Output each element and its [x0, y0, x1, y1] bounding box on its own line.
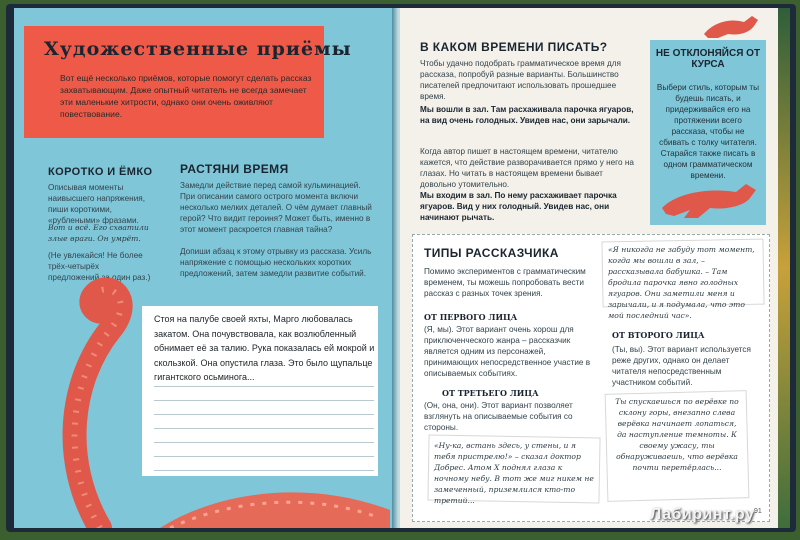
- jaguar-illustration: [660, 178, 762, 220]
- writing-line[interactable]: [154, 386, 374, 387]
- tense-text: Чтобы удачно подобрать грамматическое время для рассказа, попробуй разные варианты. Большинство писателей предпочитают использовать прошедшее время.: [420, 59, 621, 101]
- writing-line[interactable]: [154, 456, 374, 457]
- tense-example-past: Мы вошли в зал. Там расхаживала парочка ягуаров, на вид очень голодных. Увидев нас, они зарычали.: [420, 105, 634, 125]
- tense-text-present: Когда автор пишет в настоящем времени, читателю кажется, что действие разворачивается прямо у него на глазах. Но читать в настоящем времени бывает довольно утомительно.: [420, 147, 634, 189]
- writing-line[interactable]: [154, 442, 374, 443]
- third-person-quote: «Ну-ка, встань здесь, у стены, и я тебя пристрелю!» – сказал доктор Добрес. Атом Х поднял глаза к ночному небу. В тот же миг никем не замеченный, приземлился кто-то третий...: [434, 441, 594, 505]
- tense-heading: В КАКОМ ВРЕМЕНИ ПИСАТЬ?: [420, 40, 608, 54]
- tentacle-base-illustration: [160, 470, 390, 528]
- tab-heading: НЕ ОТКЛОНЯЙСЯ ОТ КУРСА: [655, 48, 761, 70]
- watermark-logo: Лабиринт.ру: [650, 506, 755, 523]
- short-text: Описывая моменты наивысшего напряжения, пиши короткими, «рублеными» фразами.: [48, 183, 145, 225]
- first-person-text: (Я, мы). Этот вариант очень хорош для приключенческого жанра – рассказчик является одним из персонажей, принимающих непосредственное участие в описываемых событиях.: [424, 325, 591, 378]
- third-person-text: (Он, она, они). Этот вариант позволяет взглянуть на описываемые события со стороны.: [424, 401, 573, 432]
- short-heading: КОРОТКО И ЁМКО: [48, 166, 153, 178]
- page-number: 91: [754, 508, 762, 515]
- writing-line[interactable]: [154, 400, 374, 401]
- narrator-intro: Помимо экспериментов с грамматическим временем, ты можешь попробовать вести рассказ с разных точек зрения.: [424, 267, 586, 298]
- first-person-heading: ОТ ПЕРВОГО ЛИЦА: [424, 312, 518, 322]
- intro-text: Вот ещё несколько приёмов, которые помогут сделать рассказ захватывающим. Даже опытный читатель не всегда замечает эти маленькие хитрости, однако они очень оживляют повествование.: [60, 73, 312, 119]
- narrator-heading: ТИПЫ РАССКАЗЧИКА: [424, 246, 559, 260]
- jaguar-illustration: [700, 10, 764, 42]
- second-person-text: (Ты, вы). Этот вариант используется реже других, однако он делает читателя непосредственным участником событий.: [612, 345, 751, 387]
- writing-line[interactable]: [154, 428, 374, 429]
- second-person-heading: ОТ ВТОРОГО ЛИЦА: [612, 330, 705, 340]
- short-hint: (Не увлекайся! Не более трёх-четырёх предложений за один раз.): [48, 251, 151, 282]
- third-person-heading: ОТ ТРЕТЬЕГО ЛИЦА: [442, 388, 539, 398]
- tense-example-present: Мы входим в зал. По нему расхаживает парочка ягуаров. Вид у них голодный. Увидев нас, они начинают рычать.: [420, 191, 617, 222]
- stretch-task: Допиши абзац к этому отрывку из рассказа. Усиль напряжение с помощью нескольких коротких предложений, затем замедли развитие событий.: [180, 247, 372, 278]
- page-edge: [778, 8, 790, 528]
- stretch-text: Замедли действие перед самой кульминацией. При описании самого острого момента включи несколько мелких деталей. О чём думает главный герой? Что видит героиня? Может быть, именно в этот момент раскроется главная тайна?: [180, 181, 372, 234]
- second-person-quote: Ты спускаешься по верёвке по склону горы, внезапно слева верёвка начинает лопаться, да наступление темноты. К своему ужасу, ты обнаруживаешь, что верёвка почти перетёрлась...: [615, 397, 739, 472]
- stretch-heading: РАСТЯНИ ВРЕМЯ: [180, 162, 289, 176]
- short-example: Вот и всё. Его схватили злые враги. Он умрёт.: [48, 223, 149, 243]
- tab-text: Выбери стиль, которым ты будешь писать, и придерживайся его на протяжении всего рассказа, чтобы не сбивать с толку читателя. Старайся также писать в одном грамматическом времени.: [656, 83, 760, 180]
- first-person-quote: «Я никогда не забуду тот момент, когда мы вошли в зал, – рассказывала бабушка. – Там бродила парочка явно голодных ягуаров. Они заметили меня и зарычали, и я подумала, что это мой последний час».: [608, 245, 755, 320]
- page-title: Художественные приёмы: [44, 38, 352, 60]
- story-excerpt: Стоя на палубе своей яхты, Марго любовалась закатом. Она почувствовала, как возлюбленный обнимает её за талию. Рука показалась ей мокрой и скользкой. Она опустила глаза. Это было щупальце гигантского осьминога...: [154, 314, 375, 382]
- writing-line[interactable]: [154, 414, 374, 415]
